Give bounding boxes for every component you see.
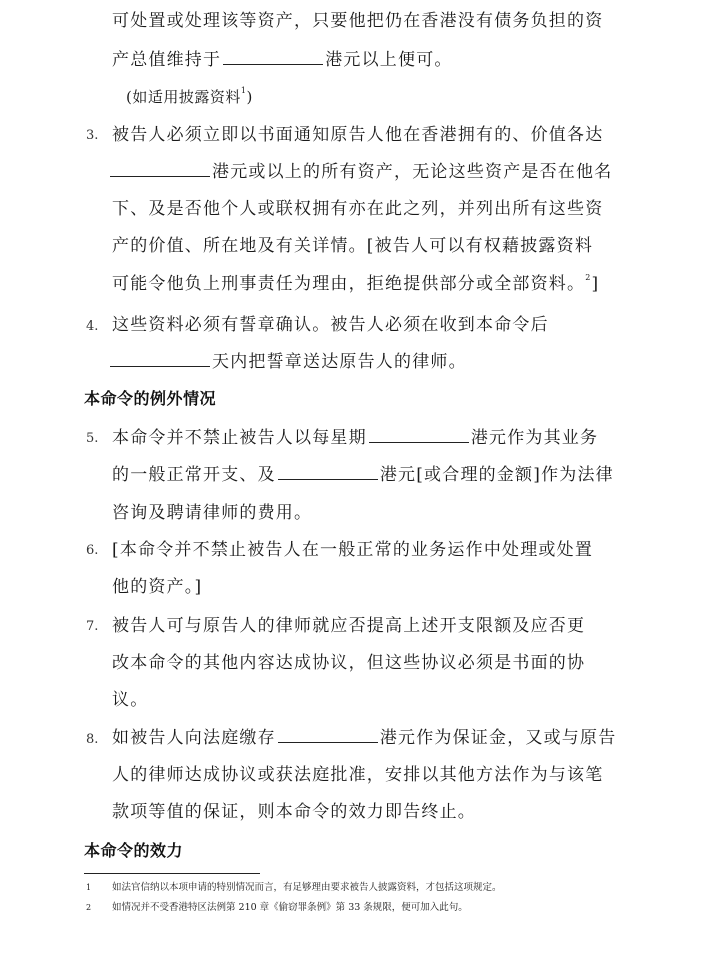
- text-line: [112, 464, 614, 486]
- text-run: 被告人必须立即以书面通知原告人他在香港拥有的、价值各达: [112, 125, 604, 145]
- text-line: [112, 576, 202, 598]
- clause-number: 6.: [86, 543, 99, 558]
- footnote-number: 1: [86, 883, 92, 892]
- footnote-text: 如法官信纳以本项申请的特别情况而言，有足够理由要求被告人披露资料，才包括这项规定。: [112, 882, 502, 893]
- text-run: [本命令并不禁止被告人在一般正常的业务运作中处理或处置: [112, 540, 594, 560]
- text-line: [112, 314, 549, 336]
- clause-number: 7.: [86, 619, 99, 634]
- text-run: 议。: [112, 690, 149, 710]
- clause-number: 3.: [86, 128, 99, 143]
- blank-field: [369, 428, 469, 443]
- text-run: 可能令他负上刑事责任为理由，拒绝提供部分或全部资料。: [112, 274, 586, 294]
- footnote-number: 2: [86, 903, 92, 912]
- text-line: [112, 727, 616, 749]
- text-line: [112, 801, 476, 823]
- text-line: [112, 539, 593, 561]
- text-run: 港元或以上的所有资产，无论这些资产是否在他名: [212, 162, 613, 182]
- clause-number: 4.: [86, 319, 99, 334]
- text-run: 如被告人向法庭缴存: [112, 728, 276, 748]
- text-run: 天内把誓章送达原告人的律师。: [212, 352, 467, 372]
- text-run: 他的资产。]: [112, 577, 203, 597]
- text-run: 改本命令的其他内容达成协议，但这些协议必须是书面的协: [112, 653, 586, 673]
- text-run: ]: [591, 274, 600, 294]
- text-run: 产总值维持于: [112, 50, 222, 70]
- text-run: 本命令并不禁止被告人以每星期: [112, 428, 367, 448]
- text-run: 咨询及聘请律师的费用。: [112, 503, 313, 523]
- blank-field: [110, 162, 210, 177]
- blank-field: [278, 465, 378, 480]
- footnote-ref: 1: [240, 86, 247, 95]
- text-line: [112, 198, 603, 220]
- text-run: 港元以上便可。: [325, 50, 453, 70]
- note-line: [126, 86, 253, 108]
- section-heading: 本命令的效力: [84, 841, 184, 860]
- blank-field: [223, 50, 323, 65]
- text-run: 被告人可与原告人的律师就应否提高上述开支限额及应否更: [112, 616, 586, 636]
- text-line: [112, 49, 453, 71]
- text-run: 港元作为其业务: [470, 428, 599, 448]
- blank-field: [278, 728, 378, 743]
- text-run: 下、及是否他个人或联权拥有亦在此之列，并列出所有这些资: [112, 199, 604, 219]
- text-line: [112, 689, 148, 711]
- text-run: (如适用披露资料: [126, 88, 241, 106]
- text-run: 这些资料必须有誓章确认。被告人必须在收到本命令后: [112, 315, 549, 335]
- text-line: [112, 615, 585, 637]
- text-line: [108, 351, 467, 373]
- text-line: [112, 10, 603, 32]
- footnote-divider: [84, 873, 260, 874]
- text-run: ): [246, 88, 253, 106]
- text-line: [112, 764, 603, 786]
- text-line: [112, 235, 593, 257]
- text-line: [112, 273, 599, 295]
- text-line: [112, 124, 603, 146]
- footnote-ref: 2: [585, 273, 592, 282]
- text-run: 产的价值、所在地及有关详情。[被告人可以有权藉披露资料: [112, 236, 594, 256]
- text-run: 可处置或处理该等资产，只要他把仍在香港没有债务负担的资: [112, 11, 604, 31]
- text-run: 人的律师达成协议或获法庭批准，安排以其他方法作为与该笔: [112, 765, 604, 785]
- text-run: 款项等值的保证，则本命令的效力即告终止。: [112, 802, 476, 822]
- clause-number: 5.: [86, 431, 99, 446]
- text-run: 港元作为保证金，又或与原告: [379, 728, 617, 748]
- clause-number: 8.: [86, 732, 99, 747]
- text-line: [112, 652, 585, 674]
- blank-field: [110, 352, 210, 367]
- text-run: 港元[或合理的金额]作为法律: [379, 465, 614, 485]
- section-heading: 本命令的例外情况: [84, 389, 217, 408]
- text-line: [112, 502, 312, 524]
- text-line: [108, 161, 612, 183]
- footnote-text: 如情况并不受香港特区法例第 210 章《偷窃罪条例》第 33 条规限，便可加入此句。: [112, 902, 468, 913]
- text-line: [112, 427, 598, 449]
- text-run: 的一般正常开支、及: [112, 465, 276, 485]
